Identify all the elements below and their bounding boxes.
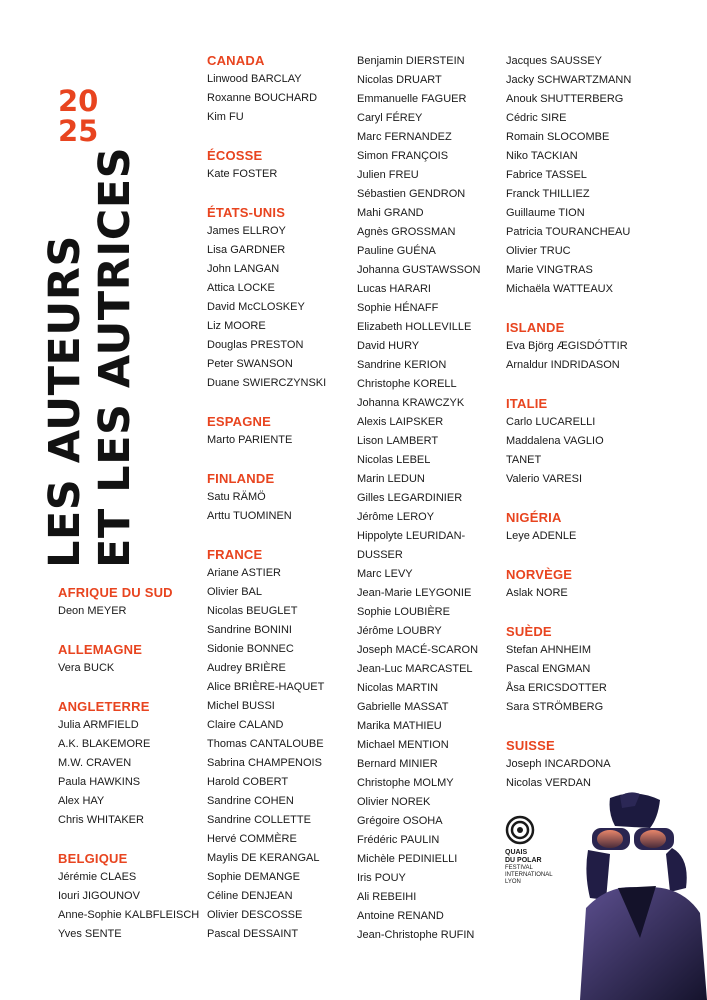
author-name: Eva Björg ÆGISDÓTTIR <box>506 340 628 352</box>
author-name: Nicolas DRUART <box>357 74 442 86</box>
author-name: Niko TACKIAN <box>506 150 578 162</box>
author-name: Åsa ERICSDOTTER <box>506 682 607 694</box>
author-name: Michael MENTION <box>357 739 449 751</box>
author-name: Maddalena VAGLIO <box>506 435 604 447</box>
author-name: Emmanuelle FAGUER <box>357 93 467 105</box>
author-name: Lisa GARDNER <box>207 244 286 256</box>
author-name: Marc LEVY <box>357 568 413 580</box>
author-name: Pascal ENGMAN <box>506 663 591 675</box>
author-name: Lison LAMBERT <box>357 435 439 447</box>
country-heading-norvege: NORVÈGE <box>506 567 573 582</box>
logo-sub-3: LYON <box>505 879 521 885</box>
author-name: James ELLROY <box>207 225 286 237</box>
author-name: Audrey BRIÈRE <box>207 662 286 674</box>
column-4 <box>506 52 656 793</box>
author-name: Satu RÄMÖ <box>207 491 266 503</box>
author-name: Sophie DEMANGE <box>207 871 300 883</box>
author-name: A.K. BLAKEMORE <box>58 738 151 750</box>
author-name: Julia ARMFIELD <box>58 719 139 731</box>
author-name: Agnès GROSSMAN <box>357 226 456 238</box>
author-name: Romain SLOCOMBE <box>506 131 610 143</box>
author-name: Franck THILLIEZ <box>506 188 590 200</box>
author-name: Vera BUCK <box>58 662 115 674</box>
author-name: Alex HAY <box>58 795 105 807</box>
author-name: Benjamin DIERSTEIN <box>357 55 465 67</box>
author-name: Joseph MACÉ-SCARON <box>357 644 479 656</box>
author-name: Antoine RENAND <box>357 910 444 922</box>
year-part-1: 20 <box>58 84 99 118</box>
author-name: Nicolas VERDAN <box>506 777 591 789</box>
section-gap <box>207 450 357 469</box>
author-name: Olivier DESCOSSE <box>207 909 303 921</box>
author-name: Sandrine COLLETTE <box>207 814 311 826</box>
country-heading-espagne: ESPAGNE <box>207 414 272 429</box>
author-name: Anne-Sophie KALBFLEISCH <box>58 909 200 921</box>
author-name: DUSSER <box>357 549 403 561</box>
author-name: Attica LOCKE <box>207 282 275 294</box>
author-name: Jérôme LOUBRY <box>357 625 442 637</box>
country-heading-suede: SUÈDE <box>506 624 552 639</box>
author-name: Sandrine BONINI <box>207 624 292 636</box>
logo-sub-2: INTERNATIONAL <box>505 872 553 878</box>
section-gap <box>207 127 357 146</box>
author-name: Olivier BAL <box>207 586 263 598</box>
author-name: Liz MOORE <box>207 320 266 332</box>
author-name: Ariane ASTIER <box>207 567 281 579</box>
author-name: Guillaume TION <box>506 207 585 219</box>
column-2 <box>207 51 357 944</box>
author-name: Nicolas BEUGLET <box>207 605 298 617</box>
author-name: Hervé COMMÈRE <box>207 833 297 845</box>
author-name: Kim FU <box>207 111 244 123</box>
author-name: Iouri JIGOUNOV <box>58 890 140 902</box>
author-name: Céline DENJEAN <box>207 890 293 902</box>
author-name: Kate FOSTER <box>207 168 278 180</box>
author-name: Sébastien GENDRON <box>357 188 466 200</box>
author-name: M.W. CRAVEN <box>58 757 132 769</box>
author-name: Johanna GUSTAWSSON <box>357 264 481 276</box>
author-name: Marc FERNANDEZ <box>357 131 452 143</box>
country-heading-finlande: FINLANDE <box>207 471 275 486</box>
author-name: Thomas CANTALOUBE <box>207 738 324 750</box>
author-name: Cédric SIRE <box>506 112 567 124</box>
author-name: Ali REBEIHI <box>357 891 417 903</box>
author-name: Anouk SHUTTERBERG <box>506 93 624 105</box>
author-name: Douglas PRESTON <box>207 339 304 351</box>
author-name: Sara STRÖMBERG <box>506 701 604 713</box>
author-name: Arttu TUOMINEN <box>207 510 292 522</box>
author-name: Yves SENTE <box>58 928 122 940</box>
section-gap <box>506 603 656 622</box>
author-name: Lucas HARARI <box>357 283 431 295</box>
country-heading-italie: ITALIE <box>506 396 548 411</box>
author-name: Sophie LOUBIÈRE <box>357 606 450 618</box>
author-name: David HURY <box>357 340 420 352</box>
section-gap <box>58 830 208 849</box>
author-name: David McCLOSKEY <box>207 301 305 313</box>
author-name: Chris WHITAKER <box>58 814 144 826</box>
author-name: Pauline GUÉNA <box>357 245 436 257</box>
author-name: Alexis LAIPSKER <box>357 416 444 428</box>
author-name: Gabrielle MASSAT <box>357 701 449 713</box>
author-name: Gilles LEGARDINIER <box>357 492 463 504</box>
quais-du-polar-logo-icon <box>505 815 535 845</box>
author-name: John LANGAN <box>207 263 280 275</box>
author-name: Michèle PEDINIELLI <box>357 853 458 865</box>
author-name: Stefan AHNHEIM <box>506 644 591 656</box>
country-heading-nigeria: NIGÉRIA <box>506 510 562 525</box>
author-name: Jacky SCHWARTZMANN <box>506 74 632 86</box>
author-name: Aslak NORE <box>506 587 568 599</box>
year <box>58 86 108 146</box>
author-name: Carlo LUCARELLI <box>506 416 596 428</box>
author-name: Christophe KORELL <box>357 378 457 390</box>
logo-sub-1: FESTIVAL <box>505 865 533 871</box>
author-name: Harold COBERT <box>207 776 289 788</box>
author-name: Arnaldur INDRIDASON <box>506 359 620 371</box>
country-heading-canada: CANADA <box>207 53 265 68</box>
author-name: Deon MEYER <box>58 605 127 617</box>
section-gap <box>58 621 208 640</box>
author-name: Caryl FÉREY <box>357 112 423 124</box>
section-gap <box>506 375 656 394</box>
author-name: Linwood BARCLAY <box>207 73 302 85</box>
logo-name-2: DU POLAR <box>505 857 542 864</box>
author-name: Pascal DESSAINT <box>207 928 299 940</box>
author-name: Claire CALAND <box>207 719 284 731</box>
title-line-2: ET LES AUTRICES <box>90 146 140 568</box>
author-name: Leye ADENLE <box>506 530 577 542</box>
author-name: Mahi GRAND <box>357 207 424 219</box>
author-name: Simon FRANÇOIS <box>357 150 449 162</box>
title-line-1: LES AUTEURS <box>40 235 90 568</box>
author-name: Jérôme LEROY <box>357 511 435 523</box>
author-name: Sophie HÉNAFF <box>357 302 439 314</box>
country-heading-belgique: BELGIQUE <box>58 851 128 866</box>
author-name: Sandrine COHEN <box>207 795 294 807</box>
author-name: Julien FREU <box>357 169 419 181</box>
country-heading-allemagne: ALLEMAGNE <box>58 642 143 657</box>
author-name: Frédéric PAULIN <box>357 834 440 846</box>
author-name: Jacques SAUSSEY <box>506 55 602 67</box>
author-name: Paula HAWKINS <box>58 776 141 788</box>
column-1 <box>58 583 208 944</box>
author-name: Roxanne BOUCHARD <box>207 92 318 104</box>
section-gap <box>207 393 357 412</box>
logo-name-1: QUAIS <box>505 849 528 856</box>
author-name: Olivier NOREK <box>357 796 431 808</box>
author-name: Sidonie BONNEC <box>207 643 294 655</box>
country-heading-afrique-du-sud: AFRIQUE DU SUD <box>58 585 173 600</box>
author-name: Christophe MOLMY <box>357 777 454 789</box>
author-name: Jérémie CLAES <box>58 871 137 883</box>
author-name: Valerio VARESI <box>506 473 583 485</box>
country-heading-france: FRANCE <box>207 547 263 562</box>
author-name: Johanna KRAWCZYK <box>357 397 465 409</box>
author-name: Hippolyte LEURIDAN- <box>357 530 466 542</box>
author-name: Joseph INCARDONA <box>506 758 611 770</box>
author-name: Nicolas MARTIN <box>357 682 439 694</box>
author-name: Marie VINGTRAS <box>506 264 593 276</box>
country-heading-etats-unis: ÉTATS-UNIS <box>207 205 286 220</box>
author-name: Sandrine KERION <box>357 359 447 371</box>
author-name: Peter SWANSON <box>207 358 293 370</box>
section-gap <box>207 526 357 545</box>
author-name: Bernard MINIER <box>357 758 438 770</box>
author-name: Patricia TOURANCHEAU <box>506 226 631 238</box>
author-name: Jean-Marie LEYGONIE <box>357 587 472 599</box>
author-name: Elizabeth HOLLEVILLE <box>357 321 472 333</box>
author-name: Sabrina CHAMPENOIS <box>207 757 322 769</box>
author-name: Fabrice TASSEL <box>506 169 587 181</box>
author-name: Iris POUY <box>357 872 406 884</box>
author-name: Duane SWIERCZYNSKI <box>207 377 327 389</box>
year-part-2: 25 <box>58 114 99 148</box>
author-name: Olivier TRUC <box>506 245 571 257</box>
author-name: Michaëla WATTEAUX <box>506 283 613 295</box>
author-name: Marin LEDUN <box>357 473 425 485</box>
section-gap <box>58 678 208 697</box>
author-name: TANET <box>506 454 542 466</box>
author-name: Michel BUSSI <box>207 700 275 712</box>
country-heading-angleterre: ANGLETERRE <box>58 699 150 714</box>
section-gap <box>506 546 656 565</box>
section-gap <box>506 299 656 318</box>
section-gap <box>506 489 656 508</box>
author-name: Jean-Christophe RUFIN <box>357 929 475 941</box>
author-name: Marto PARIENTE <box>207 434 293 446</box>
country-heading-islande: ISLANDE <box>506 320 565 335</box>
section-gap <box>207 184 357 203</box>
author-name: Maylis DE KERANGAL <box>207 852 320 864</box>
country-heading-suisse: SUISSE <box>506 738 555 753</box>
author-name: Marika MATHIEU <box>357 720 442 732</box>
author-name: Nicolas LEBEL <box>357 454 431 466</box>
author-name: Grégoire OSOHA <box>357 815 443 827</box>
country-heading-ecosse: ÉCOSSE <box>207 148 263 163</box>
author-name: Alice BRIÈRE-HAQUET <box>207 681 325 693</box>
author-name: Jean-Luc MARCASTEL <box>357 663 473 675</box>
binoculars-figure-illustration <box>580 788 707 1000</box>
column-3 <box>357 52 507 945</box>
festival-logo <box>505 815 585 886</box>
section-gap <box>506 717 656 736</box>
